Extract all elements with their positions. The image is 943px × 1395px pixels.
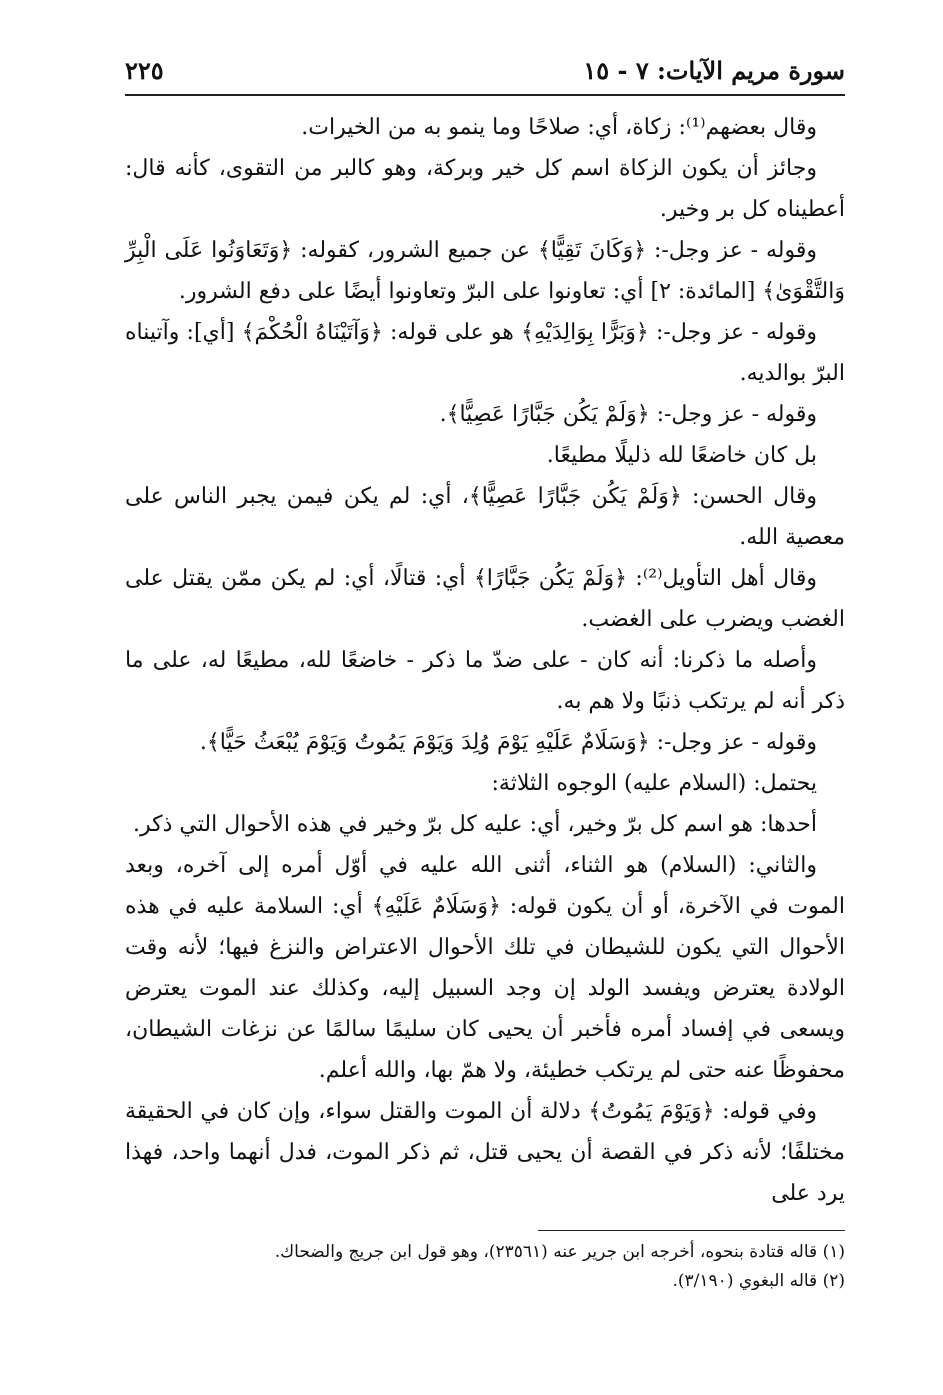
paragraph: وقال أهل التأويل⁽²⁾: ﴿وَلَمْ يَكُن جَبَّارًا﴾ أي: قتالًا، أي: لم يكن ممّن يقتل على الغضب ويضرب على الغضب. bbox=[125, 566, 845, 632]
paragraph: وقوله - عز وجل-: ﴿وَلَمْ يَكُن جَبَّارًا عَصِيًّا﴾. bbox=[439, 402, 817, 427]
paragraph: وقال بعضهم⁽¹⁾: زكاة، أي: صلاحًا وما ينمو به من الخيرات. bbox=[301, 115, 817, 140]
footnote: (٢) قاله البغوي (٣/١٩٠). bbox=[672, 1271, 845, 1291]
paragraph: أحدها: هو اسم كل برّ وخير، أي: عليه كل برّ وخير في هذه الأحوال التي ذكر. bbox=[133, 812, 817, 837]
paragraph: يحتمل: (السلام عليه) الوجوه الثلاثة: bbox=[491, 771, 817, 796]
page-number: ٢٢٥ bbox=[125, 56, 164, 85]
paragraph: وجائز أن يكون الزكاة اسم كل خير وبركة، وهو كالبر من التقوى، كأنه قال: أعطيناه كل بر وخير. bbox=[125, 156, 845, 222]
footnote: (١) قاله قتادة بنحوه، أخرجه ابن جرير عنه (٢٣٥٦١)، وهو قول ابن جريج والضحاك. bbox=[274, 1242, 845, 1262]
running-title: سورة مريم الآيات: ٧ - ١٥ bbox=[583, 56, 845, 85]
paragraph: والثاني: (السلام) هو الثناء، أثنى الله عليه في أوّل أمره إلى آخره، وبعد الموت في الآخرة، أو أن يكون قوله: ﴿وَسَلَامٌ عَلَيْهِ﴾ أي: السلامة عليه في هذه الأحوال التي يكون للشيطان في تلك الأحوال الاعتراض والنزغ فيها؛ لأنه وقت الولادة يعترض ويفسد الولد إن وجد السبيل إليه، وكذلك عند الموت يعترض ويسعى في إفساد أمره فأخبر أن يحيى كان سليمًا سالمًا عن نزغات الشيطان، محفوظًا عنه حتى لم يرتكب خطيئة، ولا همّ بها، والله أعلم. bbox=[125, 853, 845, 1083]
page-header bbox=[125, 50, 845, 96]
paragraph: وقال الحسن: ﴿وَلَمْ يَكُن جَبَّارًا عَصِيًّا﴾، أي: لم يكن فيمن يجبر الناس على معصية الله. bbox=[125, 484, 845, 550]
paragraph: وفي قوله: ﴿وَيَوْمَ يَمُوتُ﴾ دلالة أن الموت والقتل سواء، وإن كان في الحقيقة مختلفًا؛ لأنه ذكر في القصة أن يحيى قتل، ثم ذكر الموت، فدل أنهما واحد، فهذا يرد على bbox=[125, 1099, 845, 1206]
footnote-divider bbox=[538, 1230, 845, 1231]
paragraph: وقوله - عز وجل-: ﴿وَبَرًّا بِوَالِدَيْهِ﴾ هو على قوله: ﴿وَآتَيْنَاهُ الْحُكْمَ﴾ [أي]: وآتيناه البرّ بوالديه. bbox=[125, 320, 845, 386]
footnotes bbox=[125, 1238, 845, 1296]
paragraph: وقوله - عز وجل-: ﴿وَكَانَ تَقِيًّا﴾ عن جميع الشرور، كقوله: ﴿وَتَعَاوَنُوا عَلَى الْبِرِّ وَالتَّقْوَىٰ﴾ [المائدة: ٢] أي: تعاونوا على البرّ وتعاونوا أيضًا على دفع الشرور. bbox=[125, 238, 845, 304]
paragraph: وقوله - عز وجل-: ﴿وَسَلَامٌ عَلَيْهِ يَوْمَ وُلِدَ وَيَوْمَ يَمُوتُ وَيَوْمَ يُبْعَثُ حَيًّا﴾. bbox=[199, 730, 817, 755]
paragraph: وأصله ما ذكرنا: أنه كان - على ضدّ ما ذكر - خاضعًا لله، مطيعًا له، على ما ذكر أنه لم يرتكب ذنبًا ولا هم به. bbox=[125, 648, 845, 714]
paragraph: بل كان خاضعًا لله ذليلًا مطيعًا. bbox=[546, 443, 817, 468]
main-text bbox=[125, 107, 845, 1214]
